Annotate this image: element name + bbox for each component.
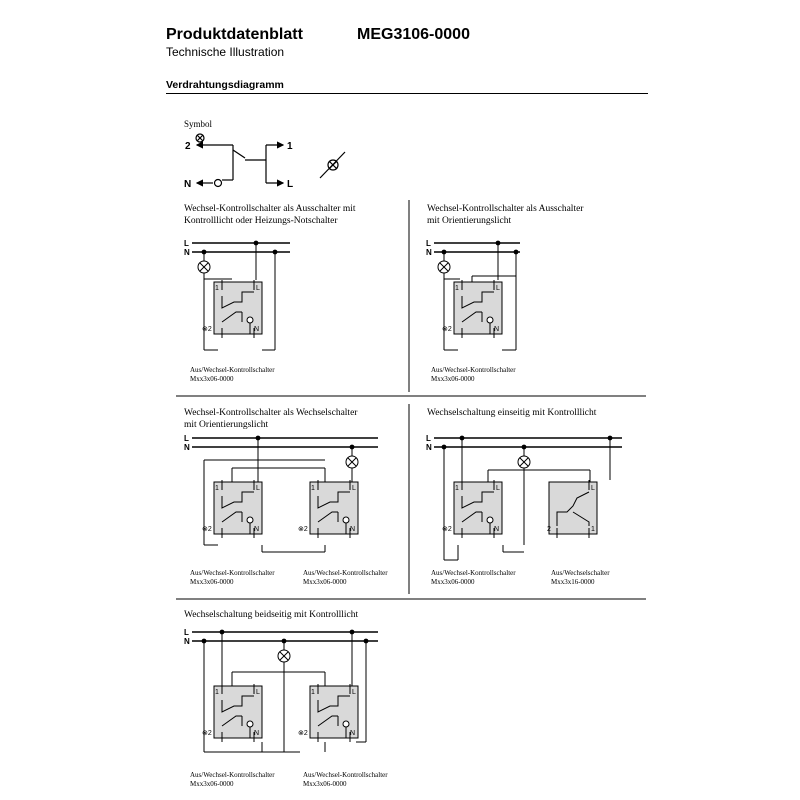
line-label-l: L	[426, 239, 431, 248]
line-label-l: L	[184, 434, 189, 443]
terminal-n-label: N	[254, 730, 260, 737]
terminal-2-label: ⊗2	[298, 730, 308, 737]
junction-dot	[514, 250, 519, 255]
junction-dot	[273, 250, 278, 255]
terminal-2-label: ⊗2	[202, 730, 212, 737]
terminal-l-label: L	[256, 689, 260, 696]
line-label-l: L	[184, 239, 189, 248]
lamp-icon	[518, 456, 530, 468]
terminal-l-label: L	[352, 689, 356, 696]
indicator-lamp	[487, 317, 493, 323]
terminal-1-label: 1	[455, 485, 459, 492]
terminal-l-label: L	[256, 285, 260, 292]
switch-symbol	[196, 134, 345, 187]
diagram-2-title: Wechsel-Kontrollschalter als Ausschalter mit Orientierungslicht	[427, 204, 584, 226]
terminal-1-label: 1	[311, 485, 315, 492]
diagram-3-title: Wechsel-Kontrollschalter als Wechselschalter mit Orientierungslicht	[184, 408, 358, 430]
terminal-l-label: L	[591, 485, 595, 492]
terminal-n-label: N	[350, 730, 356, 737]
control-switch	[202, 480, 262, 538]
control-switch	[442, 480, 502, 538]
terminal-1-label: 1	[215, 485, 219, 492]
terminal-l-label: L	[496, 285, 500, 292]
device-caption: Aus/Wechsel-Kontrollschalter Mxx3x06-0000	[190, 569, 275, 586]
terminal-1-label: 1	[215, 689, 219, 696]
junction-dot	[364, 639, 369, 644]
lamp-icon	[438, 261, 450, 273]
terminal-l-label: L	[352, 485, 356, 492]
control-switch	[202, 684, 262, 742]
diagram-4-title: Wechselschaltung einseitig mit Kontrolllicht	[427, 408, 597, 418]
indicator-lamp	[343, 517, 349, 523]
diagram-1-title: Wechsel-Kontrollschalter als Ausschalter mit Kontrolllicht oder Heizungs-Notschalter	[184, 204, 356, 226]
symbol-terminal-l: L	[287, 179, 294, 190]
line-label-n: N	[184, 443, 190, 452]
terminal-2-label: ⊗2	[442, 526, 452, 533]
terminal-1-label: 1	[591, 526, 595, 533]
product-code: MEG3106-0000	[357, 26, 470, 43]
line-label-n: N	[184, 248, 190, 257]
line-label-l: L	[184, 628, 189, 637]
terminal-n-label: N	[350, 526, 356, 533]
indicator-lamp	[247, 721, 253, 727]
changeover-switch	[547, 480, 597, 538]
line-label-n: N	[184, 637, 190, 646]
symbol-terminal-n: N	[184, 179, 192, 190]
terminal-2-label: 2	[547, 526, 551, 533]
terminal-2-label: ⊗2	[298, 526, 308, 533]
terminal-2-label: ⊗2	[442, 326, 452, 333]
terminal-l-label: L	[256, 485, 260, 492]
symbol-label: Symbol	[184, 119, 213, 129]
symbol-terminal-1: 1	[287, 141, 293, 152]
switch-housing	[549, 482, 597, 534]
device-caption: Aus/Wechsel-Kontrollschalter Mxx3x06-0000	[303, 569, 388, 586]
symbol-terminal-2: 2	[185, 141, 191, 152]
terminal-n-label: N	[494, 526, 500, 533]
page-title: Produktdatenblatt	[166, 26, 303, 43]
terminal-n-label: N	[254, 526, 260, 533]
terminal-2-label: ⊗2	[202, 326, 212, 333]
device-caption: Aus/Wechselschalter Mxx3x16-0000	[551, 569, 610, 586]
junction-dot	[522, 445, 527, 450]
indicator-lamp	[487, 517, 493, 523]
control-switch	[442, 280, 502, 338]
device-caption: Aus/Wechsel-Kontrollschalter Mxx3x06-0000	[431, 366, 516, 383]
line-label-l: L	[426, 434, 431, 443]
indicator-lamp	[247, 317, 253, 323]
terminal-l-label: L	[496, 485, 500, 492]
device-caption: Aus/Wechsel-Kontrollschalter Mxx3x06-0000	[431, 569, 516, 586]
section-title: Verdrahtungsdiagramm	[166, 79, 284, 91]
control-switch	[298, 480, 358, 538]
line-label-n: N	[426, 443, 432, 452]
indicator-lamp	[343, 721, 349, 727]
diagram-5-title: Wechselschaltung beidseitig mit Kontrolllicht	[184, 610, 359, 620]
terminal-1-label: 1	[215, 285, 219, 292]
device-caption: Aus/Wechsel-Kontrollschalter Mxx3x06-0000	[190, 366, 275, 383]
device-caption: Aus/Wechsel-Kontrollschalter Mxx3x06-0000	[190, 771, 275, 788]
indicator-lamp	[247, 517, 253, 523]
control-switch	[298, 684, 358, 742]
lamp-icon	[278, 650, 290, 662]
terminal-n-label: N	[494, 326, 500, 333]
device-caption: Aus/Wechsel-Kontrollschalter Mxx3x06-0000	[303, 771, 388, 788]
terminal-n-label: N	[254, 326, 260, 333]
terminal-1-label: 1	[311, 689, 315, 696]
terminal-2-label: ⊗2	[202, 526, 212, 533]
terminal-1-label: 1	[455, 285, 459, 292]
line-label-n: N	[426, 248, 432, 257]
lamp-icon	[198, 261, 210, 273]
page-subtitle: Technische Illustration	[166, 45, 285, 59]
lamp-icon	[346, 456, 358, 468]
control-switch	[202, 280, 262, 338]
